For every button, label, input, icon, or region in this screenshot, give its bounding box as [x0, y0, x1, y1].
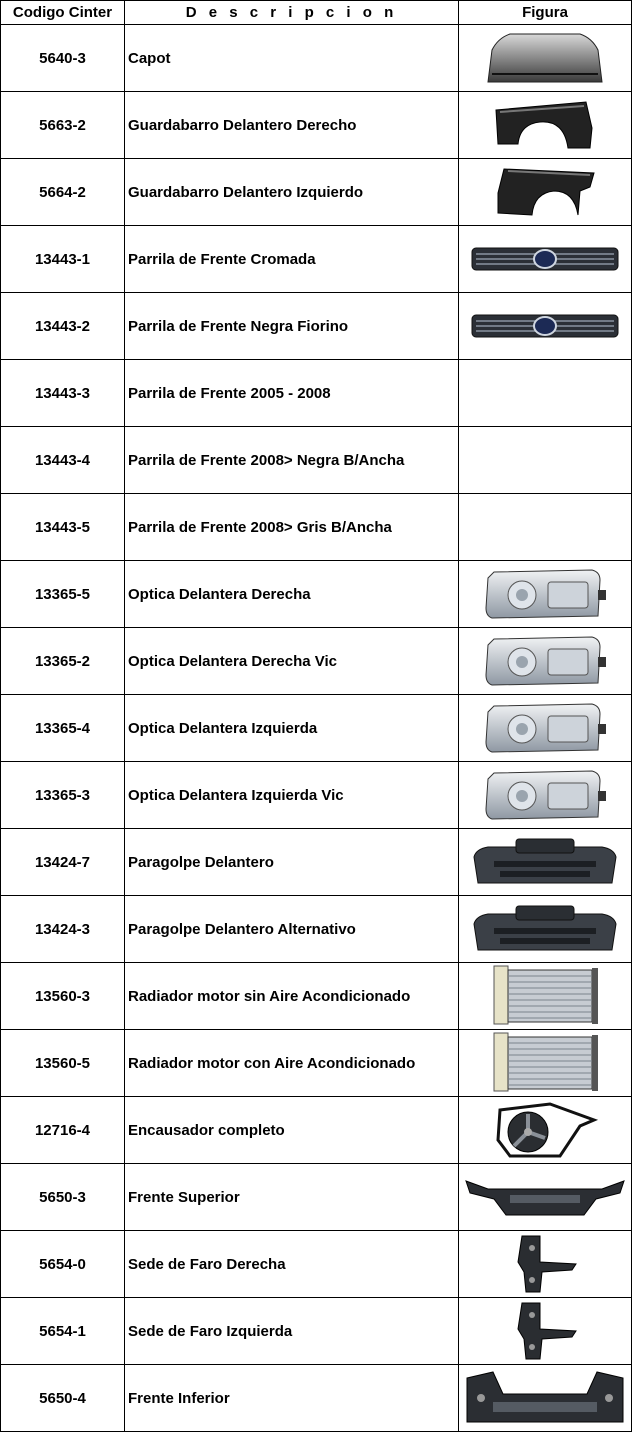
headlamp-bracket-icon — [510, 1232, 580, 1296]
radiator-icon — [490, 1031, 600, 1095]
part-description: Sede de Faro Derecha — [125, 1231, 459, 1298]
part-code: 5650-3 — [1, 1164, 125, 1231]
part-figure — [459, 226, 632, 293]
part-figure — [459, 762, 632, 829]
fender-right-icon — [490, 98, 600, 152]
part-description: Parrila de Frente Negra Fiorino — [125, 293, 459, 360]
table-row — [1, 1030, 632, 1097]
table-row — [1, 1298, 632, 1365]
part-figure — [459, 1298, 632, 1365]
part-figure — [459, 695, 632, 762]
part-figure — [459, 963, 632, 1030]
part-code: 13365-2 — [1, 628, 125, 695]
part-description: Encausador completo — [125, 1097, 459, 1164]
part-figure — [459, 1365, 632, 1432]
table-row — [1, 159, 632, 226]
part-figure — [459, 1231, 632, 1298]
part-figure — [459, 360, 632, 427]
fender-left-icon — [490, 163, 600, 221]
table-row — [1, 1231, 632, 1298]
part-code: 5640-3 — [1, 25, 125, 92]
headlight-icon — [480, 631, 610, 691]
grille-icon — [470, 311, 620, 341]
header-code: Codigo Cinter — [1, 1, 125, 25]
part-figure — [459, 628, 632, 695]
part-code: 5654-0 — [1, 1231, 125, 1298]
part-code: 13365-5 — [1, 561, 125, 628]
table-row — [1, 762, 632, 829]
part-description: Radiador motor con Aire Acondicionado — [125, 1030, 459, 1097]
table-row — [1, 896, 632, 963]
part-description: Parrila de Frente Cromada — [125, 226, 459, 293]
part-figure — [459, 1030, 632, 1097]
table-row — [1, 1365, 632, 1432]
fan-shroud-icon — [490, 1100, 600, 1160]
part-code: 12716-4 — [1, 1097, 125, 1164]
part-description: Radiador motor sin Aire Acondicionado — [125, 963, 459, 1030]
headlight-icon — [480, 698, 610, 758]
lower-crossmember-icon — [463, 1368, 627, 1428]
part-code: 13443-3 — [1, 360, 125, 427]
part-code: 13443-1 — [1, 226, 125, 293]
part-figure — [459, 427, 632, 494]
bumper-icon — [470, 902, 620, 956]
part-code: 13443-2 — [1, 293, 125, 360]
table-row — [1, 1097, 632, 1164]
part-code: 13424-3 — [1, 896, 125, 963]
part-code: 13560-5 — [1, 1030, 125, 1097]
part-description: Optica Delantera Derecha Vic — [125, 628, 459, 695]
part-code: 13560-3 — [1, 963, 125, 1030]
part-description: Frente Inferior — [125, 1365, 459, 1432]
part-figure — [459, 159, 632, 226]
table-row — [1, 561, 632, 628]
table-row — [1, 695, 632, 762]
part-code: 13365-3 — [1, 762, 125, 829]
headlamp-bracket-icon — [510, 1299, 580, 1363]
table-row — [1, 25, 632, 92]
table-row — [1, 1164, 632, 1231]
hood-icon — [470, 28, 620, 88]
table-row — [1, 427, 632, 494]
table-row — [1, 293, 632, 360]
part-figure — [459, 1164, 632, 1231]
part-code: 13424-7 — [1, 829, 125, 896]
part-description: Optica Delantera Izquierda Vic — [125, 762, 459, 829]
part-description: Optica Delantera Derecha — [125, 561, 459, 628]
part-figure — [459, 1097, 632, 1164]
part-figure — [459, 25, 632, 92]
part-code: 5650-4 — [1, 1365, 125, 1432]
part-description: Frente Superior — [125, 1164, 459, 1231]
table-row — [1, 360, 632, 427]
part-figure — [459, 896, 632, 963]
part-description: Guardabarro Delantero Derecho — [125, 92, 459, 159]
part-description: Parrila de Frente 2005 - 2008 — [125, 360, 459, 427]
table-row — [1, 628, 632, 695]
part-description: Capot — [125, 25, 459, 92]
table-row — [1, 494, 632, 561]
part-code: 13443-5 — [1, 494, 125, 561]
upper-crossmember-icon — [464, 1175, 626, 1219]
part-description: Parrila de Frente 2008> Negra B/Ancha — [125, 427, 459, 494]
part-figure — [459, 829, 632, 896]
table-row — [1, 92, 632, 159]
grille-icon — [470, 244, 620, 274]
header-figure: Figura — [459, 1, 632, 25]
radiator-icon — [490, 964, 600, 1028]
part-description: Sede de Faro Izquierda — [125, 1298, 459, 1365]
part-code: 13443-4 — [1, 427, 125, 494]
header-row — [1, 1, 632, 25]
part-figure — [459, 494, 632, 561]
part-code: 13365-4 — [1, 695, 125, 762]
part-description: Paragolpe Delantero Alternativo — [125, 896, 459, 963]
table-row — [1, 226, 632, 293]
table-row — [1, 829, 632, 896]
part-code: 5663-2 — [1, 92, 125, 159]
part-description: Paragolpe Delantero — [125, 829, 459, 896]
part-figure — [459, 293, 632, 360]
header-description: D e s c r i p c i o n — [125, 1, 459, 25]
table-row — [1, 963, 632, 1030]
part-figure — [459, 92, 632, 159]
part-description: Parrila de Frente 2008> Gris B/Ancha — [125, 494, 459, 561]
part-description: Optica Delantera Izquierda — [125, 695, 459, 762]
part-description: Guardabarro Delantero Izquierdo — [125, 159, 459, 226]
headlight-icon — [480, 765, 610, 825]
part-code: 5654-1 — [1, 1298, 125, 1365]
part-figure — [459, 561, 632, 628]
bumper-icon — [470, 835, 620, 889]
part-code: 5664-2 — [1, 159, 125, 226]
headlight-icon — [480, 564, 610, 624]
